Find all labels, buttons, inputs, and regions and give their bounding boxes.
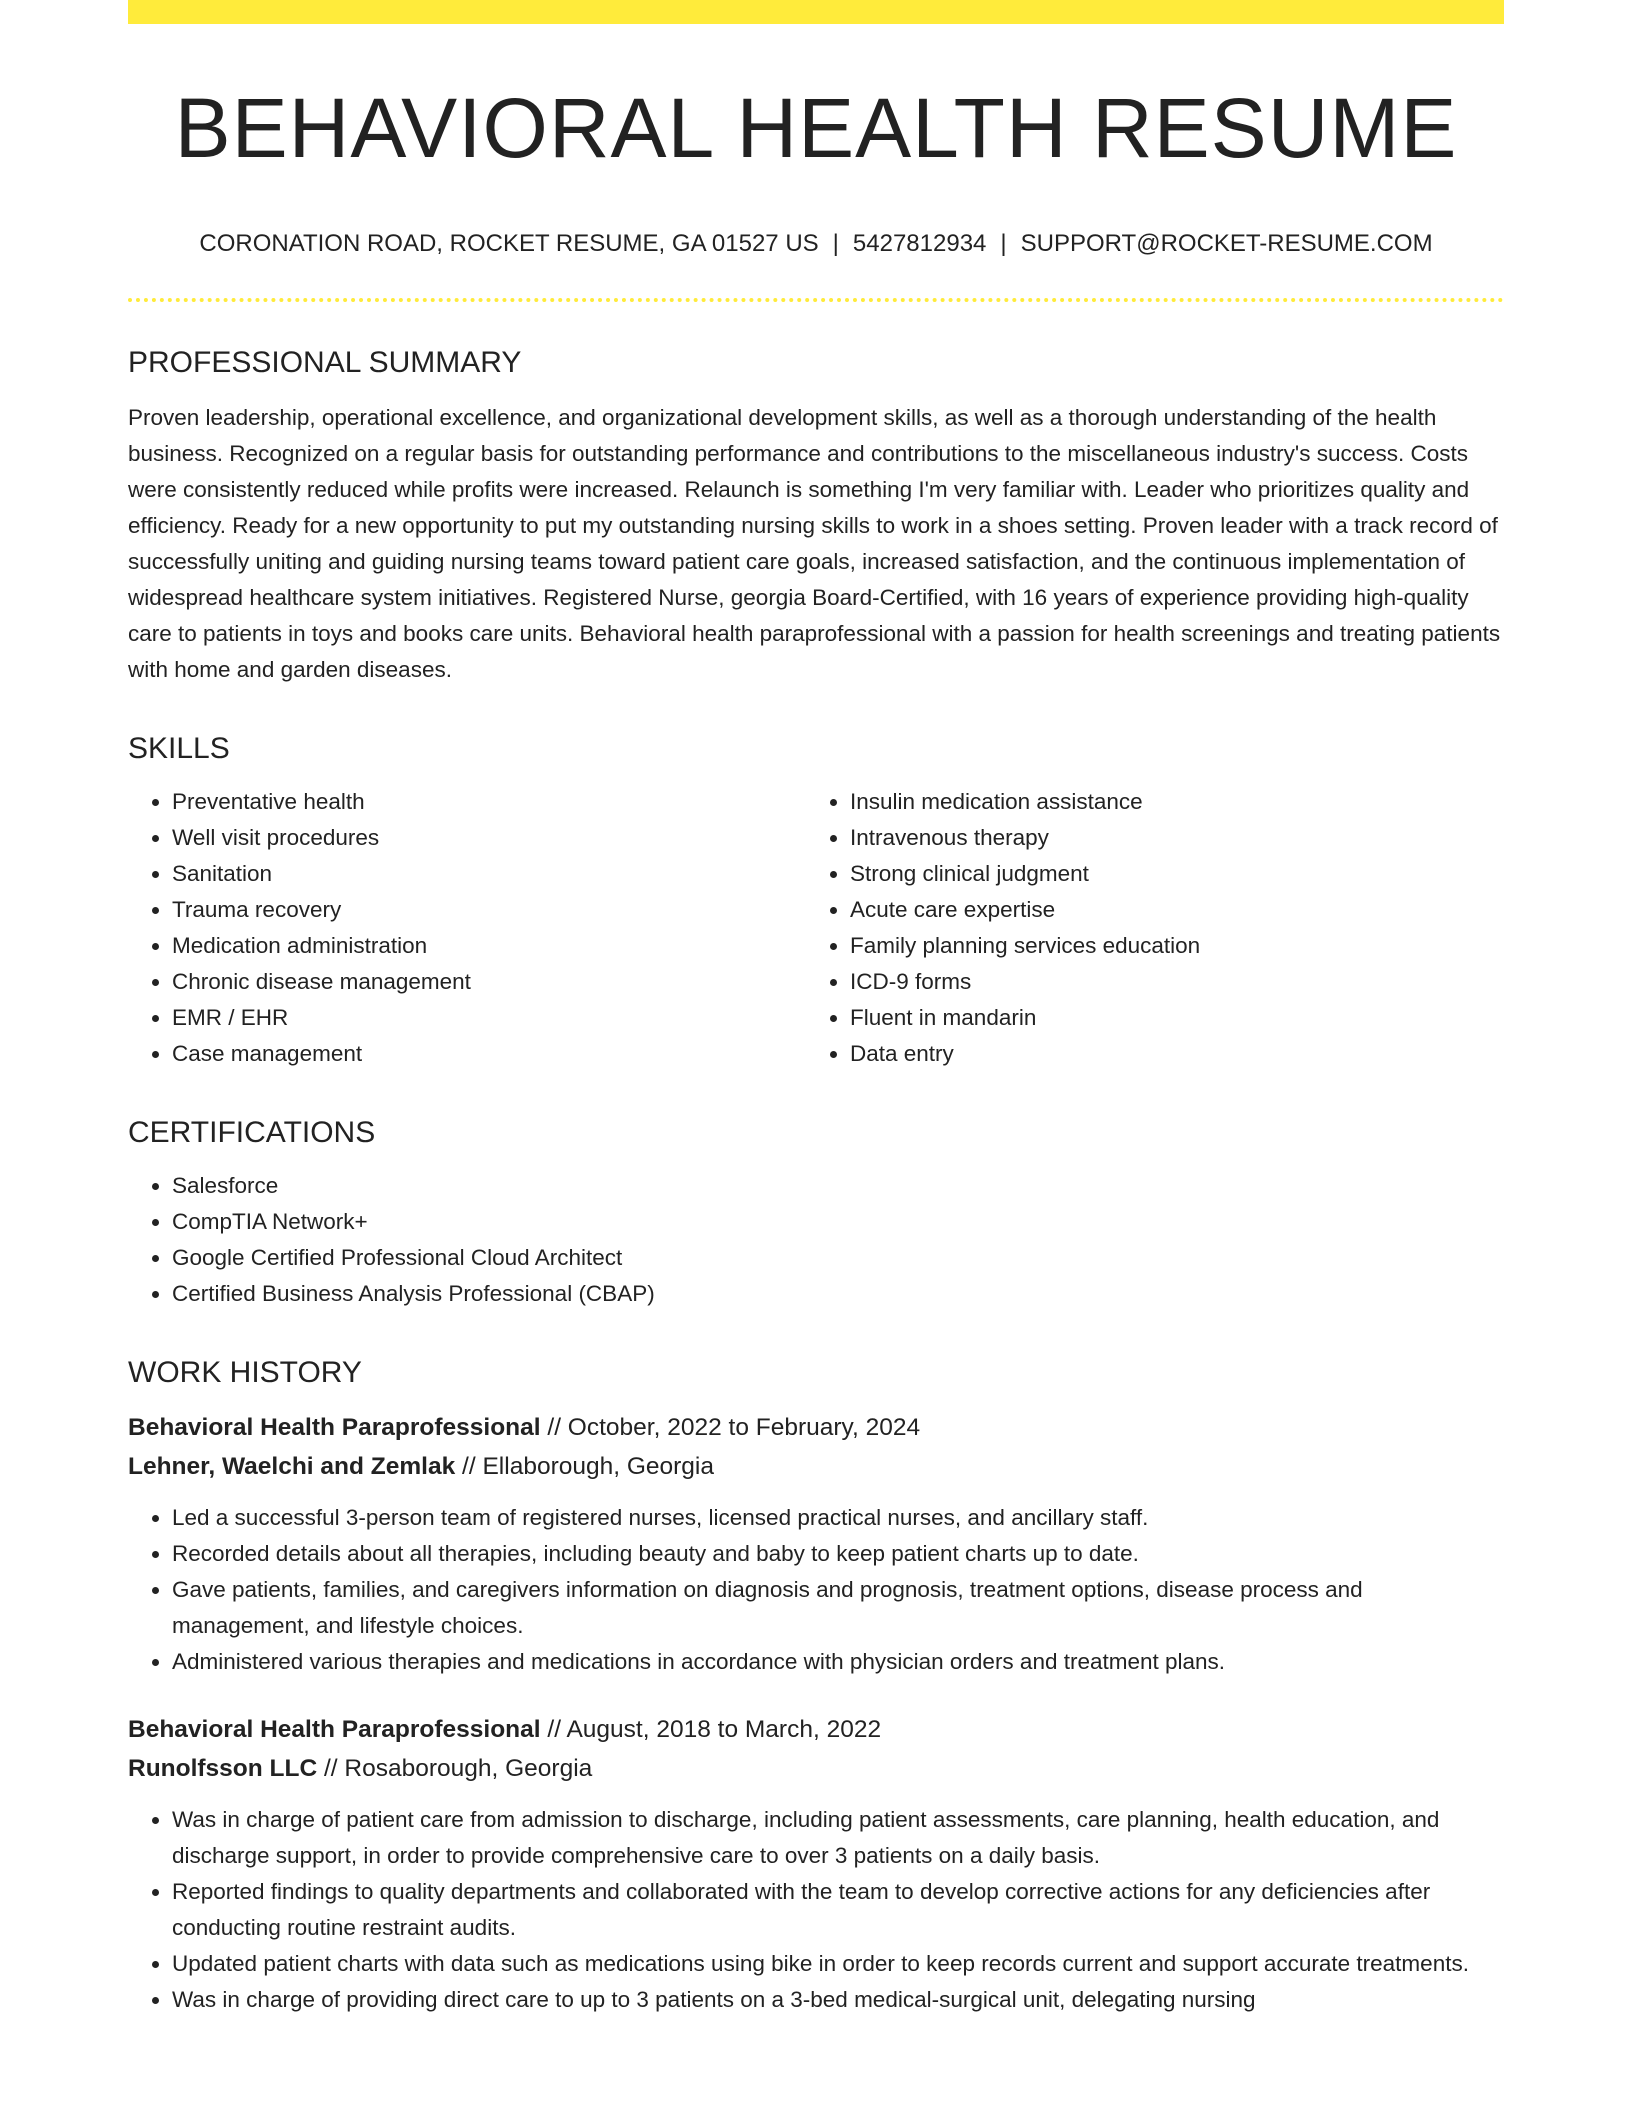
skill-item: • Acute care expertise (850, 892, 1484, 928)
job-company-line (128, 1447, 1504, 1486)
summary-heading: PROFESSIONAL SUMMARY (128, 346, 522, 380)
skill-item: • Insulin medication assistance (850, 784, 1484, 820)
job-location: // Rosaborough, Georgia (317, 1755, 593, 1783)
email: SUPPORT@ROCKET-RESUME.COM (1020, 230, 1433, 258)
skill-item: • Data entry (850, 1036, 1484, 1072)
job-title-line (128, 1710, 1504, 1749)
job-location: // Ellaborough, Georgia (455, 1453, 715, 1481)
resume-title: BEHAVIORAL HEALTH RESUME (174, 81, 1458, 175)
skill-item: • EMR / EHR (172, 1000, 806, 1036)
certifications-heading: CERTIFICATIONS (128, 1116, 376, 1150)
certification-item: • Salesforce (172, 1168, 1504, 1204)
job-company-line (128, 1749, 1504, 1788)
summary-text: Proven leadership, operational excellence, and organizational development skills, as well as a thorough understanding of the health business. Recognized on a regular basis for outstanding performance and contributions to the miscellaneous industry's success. Costs were consistently reduced while profits were increased. Relaunch is something I'm very familiar with. Leader who prioritizes quality and efficiency. Ready for a new opportunity to put my outstanding nursing skills to work in a shoes setting. Proven leader with a track record of successfully uniting and guiding nursing teams toward patient care goals, increased satisfaction, and the continuous implementation of widespread healthcare system initiatives. Registered Nurse, georgia Board-Certified, with 16 years of experience providing high-quality care to patients in toys and books care units. Behavioral health paraprofessional with a passion for health screenings and treating patients with home and garden diseases. (128, 405, 1501, 683)
skill-item: • Preventative health (172, 784, 806, 820)
separator: | (1000, 230, 1007, 258)
certification-item: • Certified Business Analysis Professional (CBAP) (172, 1276, 1504, 1312)
skills-grid (128, 784, 1504, 1072)
job-company: Runolfsson LLC (128, 1755, 318, 1783)
phone: 5427812934 (852, 230, 987, 258)
address: CORONATION ROAD, ROCKET RESUME, GA 01527 US (199, 230, 819, 258)
job-bullet: • Gave patients, families, and caregivers information on diagnosis and prognosis, treatment options, disease process and management, and lifestyle choices. (172, 1572, 1504, 1644)
job-bullet: • Was in charge of patient care from admission to discharge, including patient assessments, care planning, health education, and discharge support, in order to provide comprehensive care to over 3 patients on a daily basis. (172, 1802, 1504, 1874)
skill-item: • Trauma recovery (172, 892, 806, 928)
skills-list-right (806, 784, 1484, 1072)
skill-item: • Fluent in mandarin (850, 1000, 1484, 1036)
job-company: Lehner, Waelchi and Zemlak (128, 1453, 456, 1481)
job-role: Behavioral Health Paraprofessional (128, 1716, 541, 1744)
dotted-divider (128, 298, 1504, 302)
skill-item: • Sanitation (172, 856, 806, 892)
job-role: Behavioral Health Paraprofessional (128, 1414, 541, 1442)
skill-item: • ICD-9 forms (850, 964, 1484, 1000)
skill-item: • Strong clinical judgment (850, 856, 1484, 892)
job-entry (128, 1408, 1504, 1680)
skill-item: • Chronic disease management (172, 964, 806, 1000)
job-bullet: • Reported findings to quality departments and collaborated with the team to develop corrective actions for any deficiencies after conducting routine restraint audits. (172, 1874, 1504, 1946)
job-bullet: • Was in charge of providing direct care to up to 3 patients on a 3-bed medical-surgical unit, delegating nursing (172, 1982, 1504, 2018)
job-bullet: • Led a successful 3-person team of registered nurses, licensed practical nurses, and ancillary staff. (172, 1500, 1504, 1536)
job-bullet: • Recorded details about all therapies, including beauty and baby to keep patient charts up to date. (172, 1536, 1504, 1572)
skill-item: • Intravenous therapy (850, 820, 1484, 856)
accent-bar (128, 0, 1504, 24)
contact-line (128, 230, 1504, 258)
certifications-list (128, 1168, 1504, 1312)
skills-heading: SKILLS (128, 732, 230, 766)
certification-item: • Google Certified Professional Cloud Architect (172, 1240, 1504, 1276)
resume-page (128, 0, 1504, 2018)
job-entry (128, 1710, 1504, 2018)
job-bullet: • Administered various therapies and medications in accordance with physician orders and treatment plans. (172, 1644, 1504, 1680)
skills-column-left (128, 784, 806, 1072)
job-dates: // August, 2018 to March, 2022 (540, 1716, 882, 1744)
job-dates: // October, 2022 to February, 2024 (540, 1414, 921, 1442)
job-bullets (128, 1802, 1504, 2018)
skill-item: • Case management (172, 1036, 806, 1072)
work-history-heading: WORK HISTORY (128, 1356, 362, 1390)
certification-item: • CompTIA Network+ (172, 1204, 1504, 1240)
skill-item: • Family planning services education (850, 928, 1484, 964)
job-bullets (128, 1500, 1504, 1680)
separator: | (832, 230, 839, 258)
skill-item: • Medication administration (172, 928, 806, 964)
job-bullet: • Updated patient charts with data such as medications using bike in order to keep records current and support accurate treatments. (172, 1946, 1504, 1982)
skill-item: • Well visit procedures (172, 820, 806, 856)
skills-list-left (128, 784, 806, 1072)
job-title-line (128, 1408, 1504, 1447)
skills-column-right (806, 784, 1484, 1072)
